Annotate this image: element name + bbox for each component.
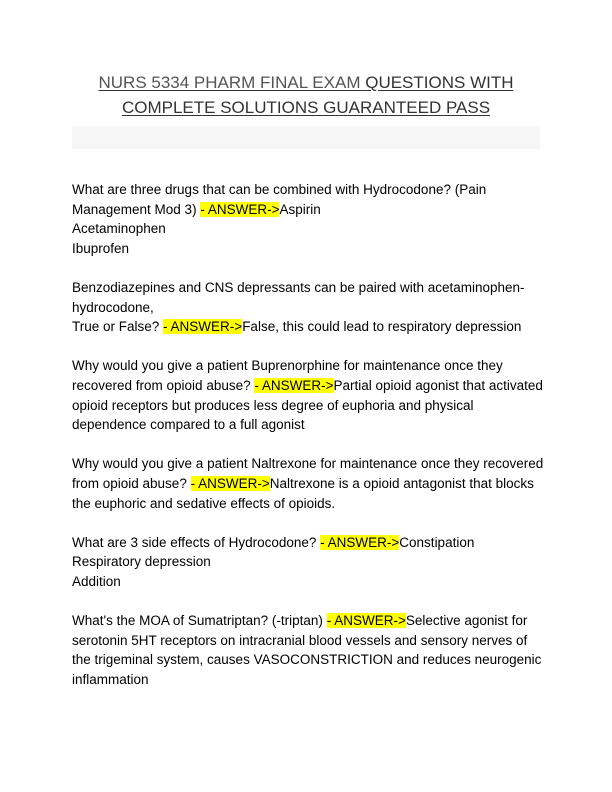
answer-marker: - ANSWER-> xyxy=(326,613,406,629)
answer-text: Partial opioid agonist that activated opioid receptors but produces less degree of euphoria and physical dependence compared to a full agonist xyxy=(72,377,543,433)
question-text: What's the MOA of Sumatriptan? (-triptan) xyxy=(72,613,327,629)
qa-list xyxy=(72,180,547,709)
question-text: What are three drugs that can be combined with Hydrocodone? (Pain Management Mod 3) xyxy=(72,182,487,217)
answer-text: False, this could lead to respiratory depression xyxy=(242,319,522,335)
answer-line: Addition xyxy=(72,573,121,589)
question-text: What are 3 side effects of Hydrocodone? xyxy=(72,534,321,550)
answer-marker: - ANSWER-> xyxy=(190,475,270,491)
title-banner-bar xyxy=(72,126,540,149)
question-text: Why would you give a patient Naltrexone for maintenance once they recovered from opioid abuse? xyxy=(72,456,544,491)
qa-item xyxy=(72,533,547,592)
document-title xyxy=(72,70,540,120)
question-text: Why would you give a patient Buprenorphine for maintenance once they recovered from opioid abuse? xyxy=(72,358,503,393)
answer-marker: - ANSWER-> xyxy=(163,319,243,335)
answer-text: Selective agonist for serotonin 5HT receptors on intracranial blood vessels and sensory nerves of the trigeminal system, causes VASOCONSTRICTION and reduces neurogenic inflammation xyxy=(72,613,542,687)
answer-text: Naltrexone is a opioid antagonist that blocks the euphoric and sedative effects of opioids. xyxy=(72,475,534,511)
qa-item xyxy=(72,356,547,434)
title-description: QUESTIONS WITH COMPLETE SOLUTIONS GUARANTEED PASS xyxy=(121,73,514,117)
answer-line: Respiratory depression xyxy=(72,554,211,570)
answer-marker: - ANSWER-> xyxy=(320,534,400,550)
answer-line: Acetaminophen xyxy=(72,221,166,237)
qa-item xyxy=(72,278,547,337)
answer-marker: - ANSWER-> xyxy=(200,201,280,217)
answer-text: Aspirin xyxy=(279,201,321,217)
question-text: Benzodiazepines and CNS depressants can be paired with acetaminophen-hydrocodone, xyxy=(72,279,525,315)
question-text-line2: True or False? xyxy=(72,319,164,335)
answer-marker: - ANSWER-> xyxy=(254,377,334,393)
qa-item xyxy=(72,611,547,689)
answer-text: Constipation xyxy=(399,534,475,550)
title-course: NURS 5334 PHARM FINAL EXAM xyxy=(98,73,366,92)
qa-item xyxy=(72,180,547,258)
qa-item xyxy=(72,454,547,513)
answer-line: Ibuprofen xyxy=(72,240,130,256)
